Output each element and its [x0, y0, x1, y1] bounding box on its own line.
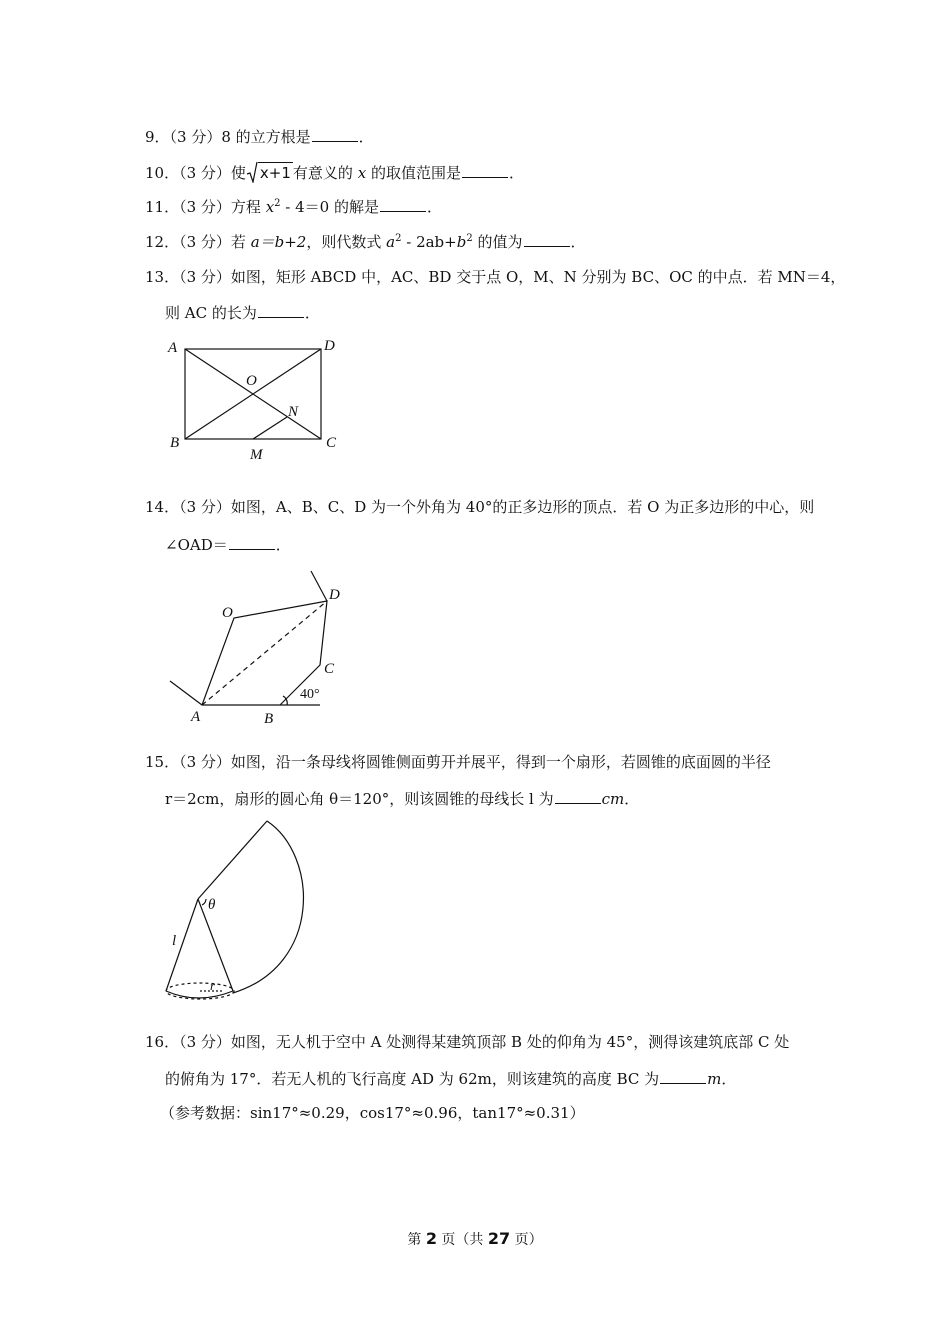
- question-15: 15．（3 分）如图，沿一条母线将圆锥侧面剪开并展平，得到一个扇形，若圆锥的底面圆的半径: [145, 753, 771, 771]
- score: （3 分）: [169, 128, 222, 146]
- question-9: 9．（3 分）8 的立方根是 ．: [145, 128, 374, 146]
- question-number: 9．: [145, 128, 170, 146]
- answer-blank: [524, 232, 570, 247]
- answer-blank: [462, 163, 508, 178]
- question-10: 10．（3 分）使 x+1 有意义的 x 的取值范围是 ．: [145, 164, 524, 182]
- polygon-base: [170, 681, 320, 705]
- extension-d: [311, 571, 327, 601]
- cone-generatrix-right: [198, 899, 233, 991]
- question-11: 11．（3 分）方程 $x^2 - 4=0$ 的解是 ．: [145, 198, 443, 216]
- label-o: O: [222, 605, 233, 621]
- label-a: A: [168, 340, 178, 356]
- answer-blank: [229, 535, 275, 550]
- polygon-figure: [162, 565, 362, 730]
- question-text: 8 的立方根是: [221, 128, 311, 146]
- question-14-line2: ∠OAD＝ ．: [165, 536, 291, 554]
- answer-blank: [380, 197, 426, 212]
- theta-arc: [202, 899, 206, 905]
- question-number: 13．: [145, 268, 180, 286]
- question-16: 16．（3 分）如图，无人机于空中 A 处测得某建筑顶部 B 处的仰角为 45°，测得该建筑底部 C 处: [145, 1033, 790, 1051]
- question-number: 15．: [145, 753, 180, 771]
- sqrt-expression: [246, 162, 293, 183]
- segment-mn: [253, 417, 287, 439]
- page-number: 2: [425, 1229, 437, 1248]
- radicand: x+1: [259, 164, 291, 182]
- label-d: D: [324, 338, 335, 354]
- label-o: O: [246, 373, 257, 389]
- score: （3 分）: [179, 268, 231, 286]
- question-15-line2: r＝2cm，扇形的圆心角 θ＝120°，则该圆锥的母线长 l 为 cm．: [165, 790, 640, 808]
- question-number: 10．: [145, 164, 180, 182]
- label-n: N: [288, 404, 299, 420]
- answer-blank: [660, 1069, 706, 1084]
- sector-radius: [198, 821, 267, 899]
- score: （3 分）: [179, 198, 231, 216]
- score: （3 分）: [179, 498, 231, 516]
- question-16-line2: 的俯角为 17°．若无人机的飞行高度 AD 为 62m，则该建筑的高度 BC 为 m．: [165, 1070, 737, 1088]
- score: （3 分）: [179, 233, 231, 251]
- question-number: 11．: [145, 198, 180, 216]
- answer-blank: [258, 303, 304, 318]
- angle-label: 40°: [300, 687, 320, 702]
- rectangle-figure: [162, 333, 347, 465]
- label-b: B: [170, 435, 180, 451]
- question-number: 14．: [145, 498, 180, 516]
- score: （3 分）: [179, 164, 231, 182]
- label-r: r: [210, 978, 216, 993]
- answer-blank: [312, 127, 358, 142]
- question-number: 16．: [145, 1033, 180, 1051]
- score: （3 分）: [179, 753, 231, 771]
- question-13: 13．（3 分）如图，矩形 ABCD 中，AC、BD 交于点 O，M、N 分别为 BC、OC 的中点．若 MN＝4，: [145, 268, 846, 286]
- label-a: A: [191, 709, 201, 725]
- question-number: 12．: [145, 233, 180, 251]
- label-d: D: [329, 587, 340, 603]
- label-b: B: [264, 711, 274, 727]
- total-pages: 27: [487, 1229, 511, 1248]
- score: （3 分）: [179, 1033, 231, 1051]
- question-14: 14．（3 分）如图，A、B、C、D 为一个外角为 40°的正多边形的顶点．若 O 为正多边形的中心，则: [145, 498, 815, 516]
- cone-figure: [158, 815, 318, 1010]
- answer-blank: [555, 789, 601, 804]
- label-l: l: [172, 933, 177, 949]
- label-c: C: [324, 661, 335, 677]
- question-13-line2: 则 AC 的长为 ．: [165, 304, 320, 322]
- cone-generatrix-left: [166, 899, 198, 991]
- question-16-reference: （参考数据：sin17°≈0.29，cos17°≈0.96，tan17°≈0.31）: [160, 1104, 585, 1122]
- label-m: M: [250, 447, 263, 463]
- label-theta: θ: [208, 897, 216, 913]
- question-12: 12．（3 分）若 a＝b+2，则代数式 $a^2 - 2ab+b^2$ 的值为 ．: [145, 233, 586, 251]
- page-footer: 第 2 页（共 27 页）: [407, 1229, 543, 1248]
- label-c: C: [326, 435, 337, 451]
